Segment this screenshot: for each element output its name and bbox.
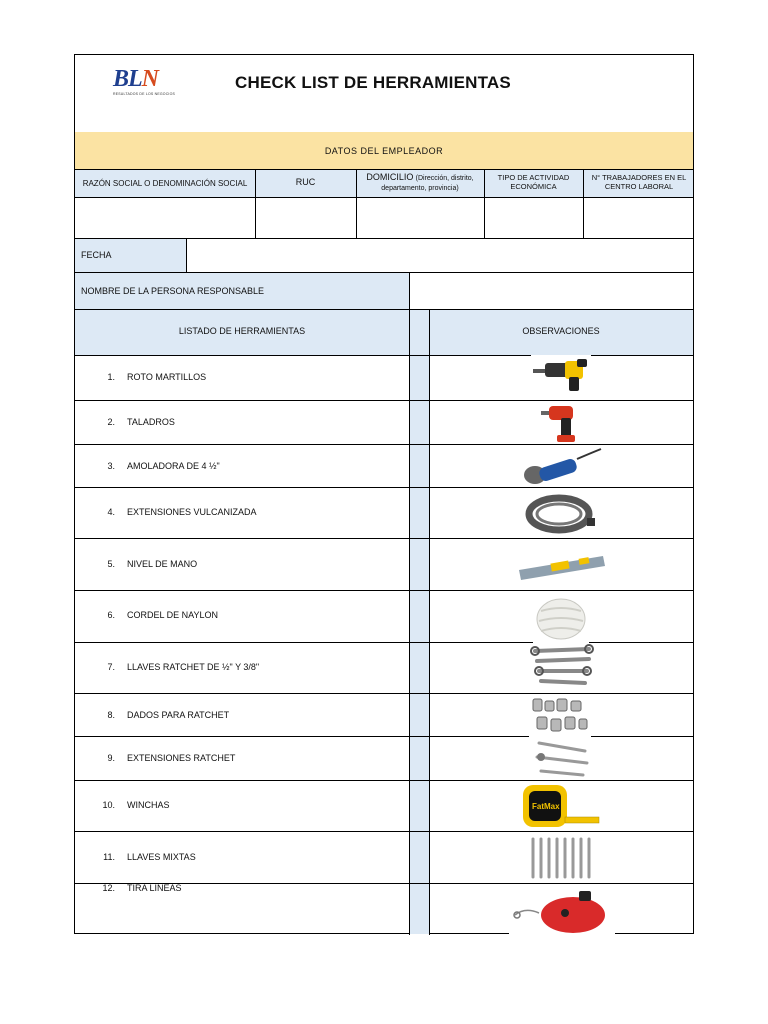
tool-label: TIRA LINEAS [127,883,182,893]
row-number: 9. [107,753,115,763]
razon-social-input[interactable] [75,198,255,238]
row-number: 4. [107,507,115,517]
col-domicilio [356,173,484,193]
ratchet-extension-icon [533,737,591,779]
tool-label: EXTENSIONES RATCHET [127,753,236,763]
tool-label: WINCHAS [127,800,170,810]
tool-label: EXTENSIONES VULCANIZADA [127,507,257,517]
tool-label: TALADROS [127,417,175,427]
fecha-input[interactable] [187,239,693,272]
col-domicilio-sub: (Dirección, distrito, departamento, provincia) [381,175,474,192]
row-number: 7. [107,662,115,672]
row-number: 1. [107,372,115,382]
chalk-line-icon [509,885,615,935]
trabajadores-input[interactable] [584,198,694,238]
col-trabajadores: N° TRABAJADORES EN EL CENTRO LABORAL [591,173,687,191]
responsable-label: NOMBRE DE LA PERSONA RESPONSABLE [81,286,265,296]
domicilio-input[interactable] [357,198,484,238]
col-ruc: RUC [295,177,316,187]
row-number: 3. [107,461,115,471]
rope-icon [533,591,589,643]
combination-wrench-icon [527,833,593,883]
level-icon [515,540,607,590]
rotary-hammer-icon [531,355,591,393]
obs-header: OBSERVACIONES [522,326,600,336]
row-number: 2. [107,417,115,427]
fecha-label: FECHA [81,250,112,260]
col-razon-social: RAZÓN SOCIAL O DENOMINACIÓN SOCIAL [82,179,248,188]
bln-logo [113,67,187,101]
drill-icon [539,401,583,443]
gutter-column [410,310,429,934]
list-header: LISTADO DE HERRAMIENTAS [178,326,306,336]
socket-set-icon [529,695,591,737]
logo-text: BL [113,66,142,92]
tool-label: LLAVES RATCHET DE ½" Y 3/8" [127,662,260,672]
row-number: 5. [107,559,115,569]
tape-brand: FatMax [532,802,560,811]
tool-label: DADOS PARA RATCHET [127,710,230,720]
row-number: 12. [102,883,115,893]
logo-text-accent: N [141,66,159,92]
angle-grinder-icon [521,445,603,487]
tape-measure-icon [521,781,601,831]
row-number: 8. [107,710,115,720]
actividad-input[interactable] [485,198,583,238]
tool-label: ROTO MARTILLOS [127,372,207,382]
row-number: 6. [107,610,115,620]
logo-subtitle: RESULTADOS DE LOS NEGOCIOS [113,92,176,96]
row-number: 11. [103,852,115,862]
checklist-sheet [74,54,694,934]
col-domicilio-label: DOMICILIO [366,172,414,182]
cable-coil-icon [523,488,599,538]
responsable-input[interactable] [410,273,693,309]
page-title: CHECK LIST DE HERRAMIENTAS [235,73,511,92]
employer-section-title: DATOS DEL EMPLEADOR [324,145,444,156]
row-number: 10. [102,800,115,810]
tool-label: LLAVES MIXTAS [127,852,196,862]
tool-label: AMOLADORA DE 4 ½" [127,461,220,471]
tool-label: NIVEL DE MANO [127,559,198,569]
ratchet-wrench-icon [527,643,597,693]
tool-label: CORDEL DE NAYLON [127,610,219,620]
ruc-input[interactable] [256,198,356,238]
col-actividad: TIPO DE ACTIVIDAD ECONÓMICA [497,173,570,191]
